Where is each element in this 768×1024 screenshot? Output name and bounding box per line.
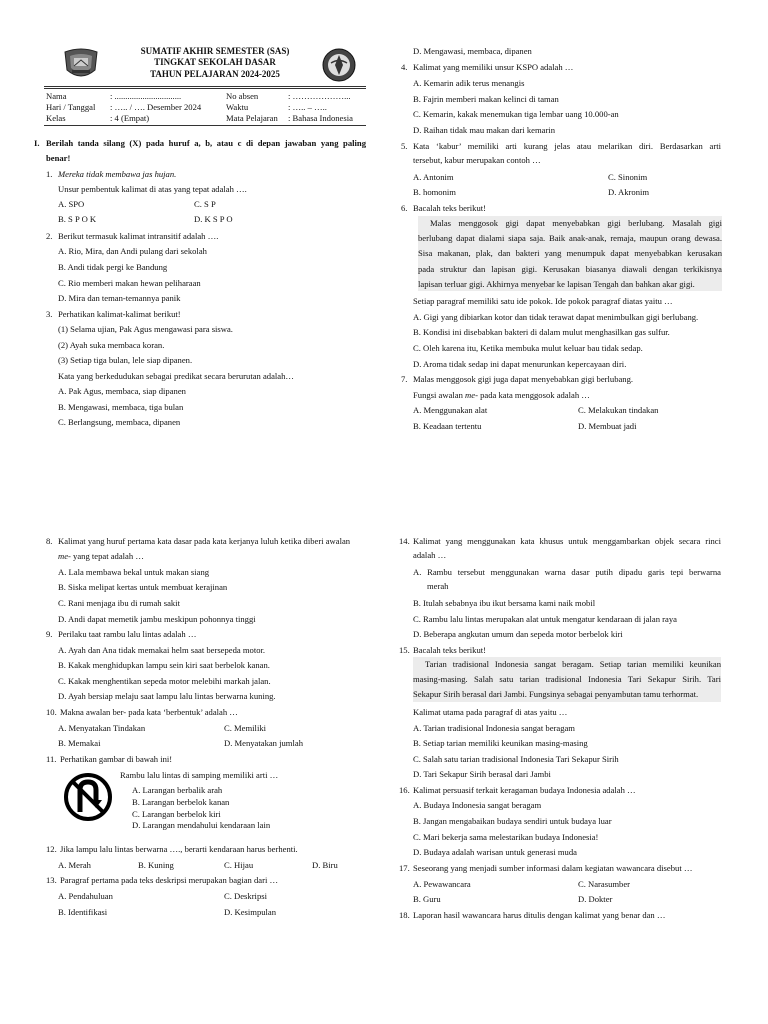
- question-number: 18.: [399, 910, 410, 920]
- reading-passage: [418, 216, 722, 291]
- question-stem: [413, 536, 721, 560]
- question-stem: Makna awalan ber- pada kata ‘berbentuk’ adalah …: [60, 707, 238, 717]
- section-number: I.: [34, 138, 40, 148]
- question-stem: Perhatikan kalimat-kalimat berikut!: [58, 309, 181, 319]
- question-stem: Kalimat yang memiliki unsur KSPO adalah …: [413, 62, 574, 72]
- option-d[interactable]: D. Mira dan teman-temannya panik: [58, 293, 181, 303]
- option-c[interactable]: C. Kemarin, kakak menemukan tiga lembar uang 10.000-an: [413, 109, 619, 119]
- option-a-line-1: A. Rambu tersebut menggunakan warna dasar putih dipadu garis tepi berwarna: [413, 567, 721, 577]
- passage-line-4: pada struktur dan lapisan gigi. Kerusakan biasanya diawali dengan terkikisnya: [418, 263, 722, 274]
- option-a[interactable]: A. Gigi yang dibiarkan kotor dan tidak terawat dapat menimbulkan gigi berlubang.: [413, 312, 699, 322]
- option-d[interactable]: D. Aroma tidak sedap ini dapat menurunkan kepercayaan diri.: [413, 359, 627, 369]
- reading-passage: [413, 657, 721, 702]
- question-stem: Laporan hasil wawancara harus ditulis dengan kalimat yang benar dan …: [413, 910, 666, 920]
- noabsen-field[interactable]: : ………………...: [288, 91, 351, 101]
- option-b[interactable]: B. Siska melipat kertas untuk membuat kerajinan: [58, 582, 228, 592]
- question-ask: Kalimat utama pada paragraf di atas yaitu …: [413, 707, 568, 717]
- stem-line-1: Kalimat yang huruf pertama kata dasar pada kata kerjanya luluh ketika diberi awalan: [58, 536, 351, 546]
- question-stem: Jika lampu lalu lintas berwarna …., berarti kendaraan harus berhenti.: [60, 844, 298, 854]
- option-b[interactable]: B. Andi tidak pergi ke Bandung: [58, 262, 168, 272]
- question-sentence: Mereka tidak membawa jas hujan.: [58, 169, 177, 179]
- option-a[interactable]: A. SPO: [58, 199, 85, 209]
- ask-prefix: me-: [465, 390, 478, 400]
- option-c[interactable]: C. Rio memberi makan hewan peliharaan: [58, 278, 201, 288]
- option-b[interactable]: B. S P O K: [58, 214, 97, 224]
- question-number: 13.: [46, 875, 57, 885]
- option-a[interactable]: A. Budaya Indonesia sangat beragam: [413, 800, 542, 810]
- option-d[interactable]: D. Mengawasi, membaca, dipanen: [413, 46, 532, 56]
- option-c[interactable]: C. Narasumber: [578, 879, 631, 889]
- tut-wuri-handayani-logo: [322, 48, 356, 82]
- question-ask: Rambu lalu lintas di samping memiliki arti …: [120, 770, 279, 780]
- option-a-line-2: merah: [427, 581, 449, 592]
- question-stem: Berikut termasuk kalimat intransitif adalah ….: [58, 231, 219, 241]
- option-c[interactable]: C. Hijau: [224, 860, 254, 870]
- question-number: 17.: [399, 863, 410, 873]
- option-b[interactable]: B. Fajrin memberi makan kelinci di taman: [413, 94, 559, 104]
- question-stem: Malas menggosok gigi juga dapat menyebabkan gigi berlubang.: [413, 374, 634, 384]
- question-stem: Seseorang yang menjadi sumber informasi dalam kegiatan wawancara disebut …: [413, 863, 693, 873]
- question-number: 6.: [401, 203, 408, 213]
- option-a[interactable]: A. Pewawancara: [413, 879, 471, 889]
- option-b[interactable]: B. Mengawasi, membaca, tiga bulan: [58, 402, 184, 412]
- stem-line-2: adalah …: [413, 550, 447, 561]
- option-d[interactable]: D. Andi dapat memetik jambu meskipun pohonnya tinggi: [58, 614, 256, 624]
- ask-pre: Fungsi awalan: [413, 390, 466, 400]
- option-b[interactable]: B. Setiap tarian memiliki keunikan masing-masing: [413, 738, 588, 748]
- waktu-label: Waktu: [226, 102, 249, 112]
- question-number: 12.: [46, 844, 57, 854]
- option-a[interactable]: A. Pak Agus, membaca, siap dipanen: [58, 386, 186, 396]
- question-stem: Bacalah teks berikut!: [413, 645, 487, 655]
- stem-line-2: tersebut, kabur merupakan contoh …: [413, 155, 541, 166]
- hari-label: Hari / Tanggal: [46, 102, 96, 112]
- stem-post: yang tepat adalah …: [70, 551, 144, 561]
- option-b[interactable]: B. Guru: [413, 894, 441, 904]
- mapel-value: : Bahasa Indonesia: [288, 113, 353, 123]
- option-a[interactable]: A. Kemarin adik terus menangis: [413, 78, 525, 88]
- option-b[interactable]: B. Kuning: [138, 860, 174, 870]
- option-b[interactable]: B. Itulah sebabnya ibu ikut bersama kami naik mobil: [413, 598, 596, 608]
- header-rule-top: [44, 86, 366, 87]
- option-d[interactable]: D. Larangan mendahului kendaraan lain: [132, 820, 271, 830]
- question-ask: Setiap paragraf memiliki satu ide pokok. Ide pokok paragraf diatas yaitu …: [413, 296, 673, 306]
- stem-prefix: me-: [58, 551, 71, 561]
- option-c[interactable]: C. Sinonim: [608, 172, 648, 182]
- option-a[interactable]: A. Tarian tradisional Indonesia sangat beragam: [413, 723, 575, 733]
- mapel-label: Mata Pelajaran: [226, 113, 278, 123]
- option-d[interactable]: D. Ayah bersiap melaju saat lampu lalu lintas berwarna kuning.: [58, 691, 276, 701]
- academic-year: TAHUN PELAJARAN 2024-2025: [150, 68, 280, 79]
- option-b[interactable]: B. Memakai: [58, 738, 101, 748]
- option-d[interactable]: D. Budaya adalah warisan untuk generasi muda: [413, 847, 577, 857]
- header-rule-bottom: [44, 125, 366, 126]
- question-number: 3.: [46, 309, 53, 319]
- option-a[interactable]: A. Antonim: [413, 172, 454, 182]
- sentence-2: (2) Ayah suka membaca koran.: [58, 340, 165, 350]
- waktu-field[interactable]: : ….. – …..: [288, 102, 327, 112]
- option-b[interactable]: B. Identifikasi: [58, 907, 108, 917]
- question-number: 5.: [401, 141, 408, 151]
- question-stem: Kalimat persuasif terkait keragaman budaya Indonesia adalah …: [413, 785, 636, 795]
- option-c[interactable]: C. Kakak menghentikan sepeda motor melebihi markah jalan.: [58, 676, 271, 686]
- option-c[interactable]: C. Memiliki: [224, 723, 267, 733]
- option-a[interactable]: A. Lala membawa bekal untuk makan siang: [58, 567, 210, 577]
- option-c[interactable]: C. Salah satu tarian tradisional Indonesia Tari Sekapur Sirih: [413, 754, 619, 764]
- question-ask: [413, 390, 590, 400]
- kelas-value: : 4 (Empat): [110, 113, 150, 123]
- option-b[interactable]: B. Larangan berbelok kanan: [132, 797, 230, 807]
- option-a[interactable]: A. Rio, Mira, dan Andi pulang dari sekolah: [58, 246, 207, 256]
- noabsen-label: No absen: [226, 91, 259, 101]
- stem-line-1: Kalimat yang menggunakan kata khusus untuk menggambarkan objek secara rinci: [413, 536, 721, 546]
- option-c[interactable]: C. Mari bekerja sama melestarikan budaya Indonesia!: [413, 832, 599, 842]
- option-b[interactable]: B. homonim: [413, 187, 456, 197]
- question-stem: Perhatikan gambar di bawah ini!: [60, 754, 173, 764]
- option-b[interactable]: B. Kakak menghidupkan lampu sein kiri saat berbelok kanan.: [58, 660, 270, 670]
- option-d[interactable]: D. Kesimpulan: [224, 907, 277, 917]
- question-number: 14.: [399, 536, 410, 546]
- question-number: 2.: [46, 231, 53, 241]
- passage-line-5: lapisan terluar gigi. Akhirnya menyebar ke lapisan Tengah dan bahkan akar gigi.: [418, 278, 695, 289]
- option-b[interactable]: B. Keadaan tertentu: [413, 421, 482, 431]
- question-number: 8.: [46, 536, 53, 546]
- district-logo: [62, 46, 100, 82]
- stem-line-2: [58, 551, 144, 561]
- kelas-label: Kelas: [46, 113, 66, 123]
- option-d[interactable]: D. Akronim: [608, 187, 650, 197]
- option-b[interactable]: B. Kondisi ini disebabkan bakteri di dalam mulut menghasilkan gas sulfur.: [413, 327, 670, 337]
- option-d[interactable]: D. Dokter: [578, 894, 613, 904]
- passage-line-3: Sekapur Sirih berasal dari Jambi. Fungsinya sebagai penyambutan tamu terhormat.: [413, 689, 699, 700]
- option-a[interactable]: A. Pendahuluan: [58, 891, 113, 901]
- option-a[interactable]: A. Merah: [58, 860, 91, 870]
- question-stem: [413, 141, 721, 165]
- passage-line-2: masing-masing. Salah satu tarian tradisional Indonesia Tari Sekapur Sirih. Tari: [413, 674, 721, 685]
- nama-label: Nama: [46, 91, 67, 101]
- question-number: 1.: [46, 169, 53, 179]
- option-c[interactable]: C. Rambu lalu lintas merupakan alat untuk mengatur kendaraan di jalan raya: [413, 614, 677, 624]
- ask-post: pada kata menggosok adalah …: [477, 390, 590, 400]
- no-u-turn-sign-image: [60, 768, 116, 826]
- question-stem: Bacalah teks berikut!: [413, 203, 487, 213]
- question-number: 15.: [399, 645, 410, 655]
- instruction-line-1: Berilah tanda silang (X) pada huruf a, b, atau c di depan jawaban yang paling: [46, 138, 366, 148]
- option-a[interactable]: A. Menggunakan alat: [413, 405, 488, 415]
- option-c[interactable]: C. Oleh karena itu, Ketika membuka mulut keluar bau tidak sedap.: [413, 343, 643, 353]
- instruction-text: [46, 138, 366, 163]
- option-a[interactable]: A. Ayah dan Ana tidak memakai helm saat bersepeda motor.: [58, 645, 266, 655]
- option-c[interactable]: C. Berlangsung, membaca, dipanen: [58, 417, 181, 427]
- question-number: 4.: [401, 62, 408, 72]
- stem-line-1: Kata ‘kabur’ memiliki arti kurang jelas atau melarikan diri. Berdasarkan arti: [413, 141, 721, 151]
- passage-line-3: Sisa makanan, plak, dan bakteri yang menumpuk dapat menyebabkan kerusakan: [418, 248, 722, 259]
- exam-title: SUMATIF AKHIR SEMESTER (SAS): [140, 46, 290, 56]
- option-d[interactable]: D. Raihan tidak mau makan dari kemarin: [413, 125, 555, 135]
- question-number: 7.: [401, 374, 408, 384]
- option-d[interactable]: D. Tari Sekapur Sirih berasal dari Jambi: [413, 769, 551, 779]
- question-ask: Kata yang berkedudukan sebagai predikat secara berurutan adalah…: [58, 371, 294, 381]
- option-c[interactable]: C. Melakukan tindakan: [578, 405, 659, 415]
- instruction-line-2: benar!: [46, 153, 71, 164]
- option-c[interactable]: C. Deskripsi: [224, 891, 267, 901]
- option-d[interactable]: D. K S P O: [194, 214, 233, 224]
- sentence-3: (3) Setiap tiga bulan, lele siap dipanen.: [58, 355, 193, 365]
- option-c[interactable]: C. Larangan berbelok kiri: [132, 809, 221, 819]
- option-d[interactable]: D. Menyatakan jumlah: [224, 738, 303, 748]
- school-level: TINGKAT SEKOLAH DASAR: [154, 57, 276, 68]
- question-stem: Paragraf pertama pada teks deskripsi merupakan bagian dari …: [60, 875, 279, 885]
- header-rule-top2: [44, 88, 366, 89]
- option-d[interactable]: D. Beberapa angkutan umum dan sepeda motor berbelok kiri: [413, 629, 623, 639]
- option-a[interactable]: A. Menyatakan Tindakan: [58, 723, 146, 733]
- question-number: 16.: [399, 785, 410, 795]
- question-stem: Perilaku taat rambu lalu lintas adalah …: [58, 629, 197, 639]
- option-a[interactable]: A. Larangan berbalik arah: [132, 785, 223, 795]
- question-stem: Unsur pembentuk kalimat di atas yang tepat adalah ….: [58, 184, 247, 194]
- sentence-1: (1) Selama ujian, Pak Agus mengawasi para siswa.: [58, 324, 233, 334]
- option-a[interactable]: [413, 567, 721, 591]
- option-d[interactable]: D. Biru: [312, 860, 338, 870]
- passage-line-2: berlubang dapat dialami siapa saja. Baik anak-anak, remaja, maupun orang dewasa.: [418, 233, 722, 244]
- option-c[interactable]: C. Rani menjaga ibu di rumah sakit: [58, 598, 180, 608]
- passage-line-1: Tarian tradisional Indonesia sangat beragam. Setiap tarian memiliki keunikan: [425, 659, 721, 669]
- question-number: 10.: [46, 707, 57, 717]
- hari-field[interactable]: : ….. / …. Desember 2024: [110, 102, 202, 112]
- question-number: 9.: [46, 629, 53, 639]
- option-b[interactable]: B. Jangan mengabaikan budaya sendiri untuk budaya luar: [413, 816, 612, 826]
- nama-field[interactable]: : ...............................: [110, 91, 182, 101]
- option-c[interactable]: C. S P: [194, 199, 216, 209]
- passage-line-1: Malas menggosok gigi dapat menyebabkan gigi berlubang. Masalah gigi: [430, 218, 722, 228]
- option-d[interactable]: D. Membuat jadi: [578, 421, 637, 431]
- question-number: 11.: [46, 754, 57, 764]
